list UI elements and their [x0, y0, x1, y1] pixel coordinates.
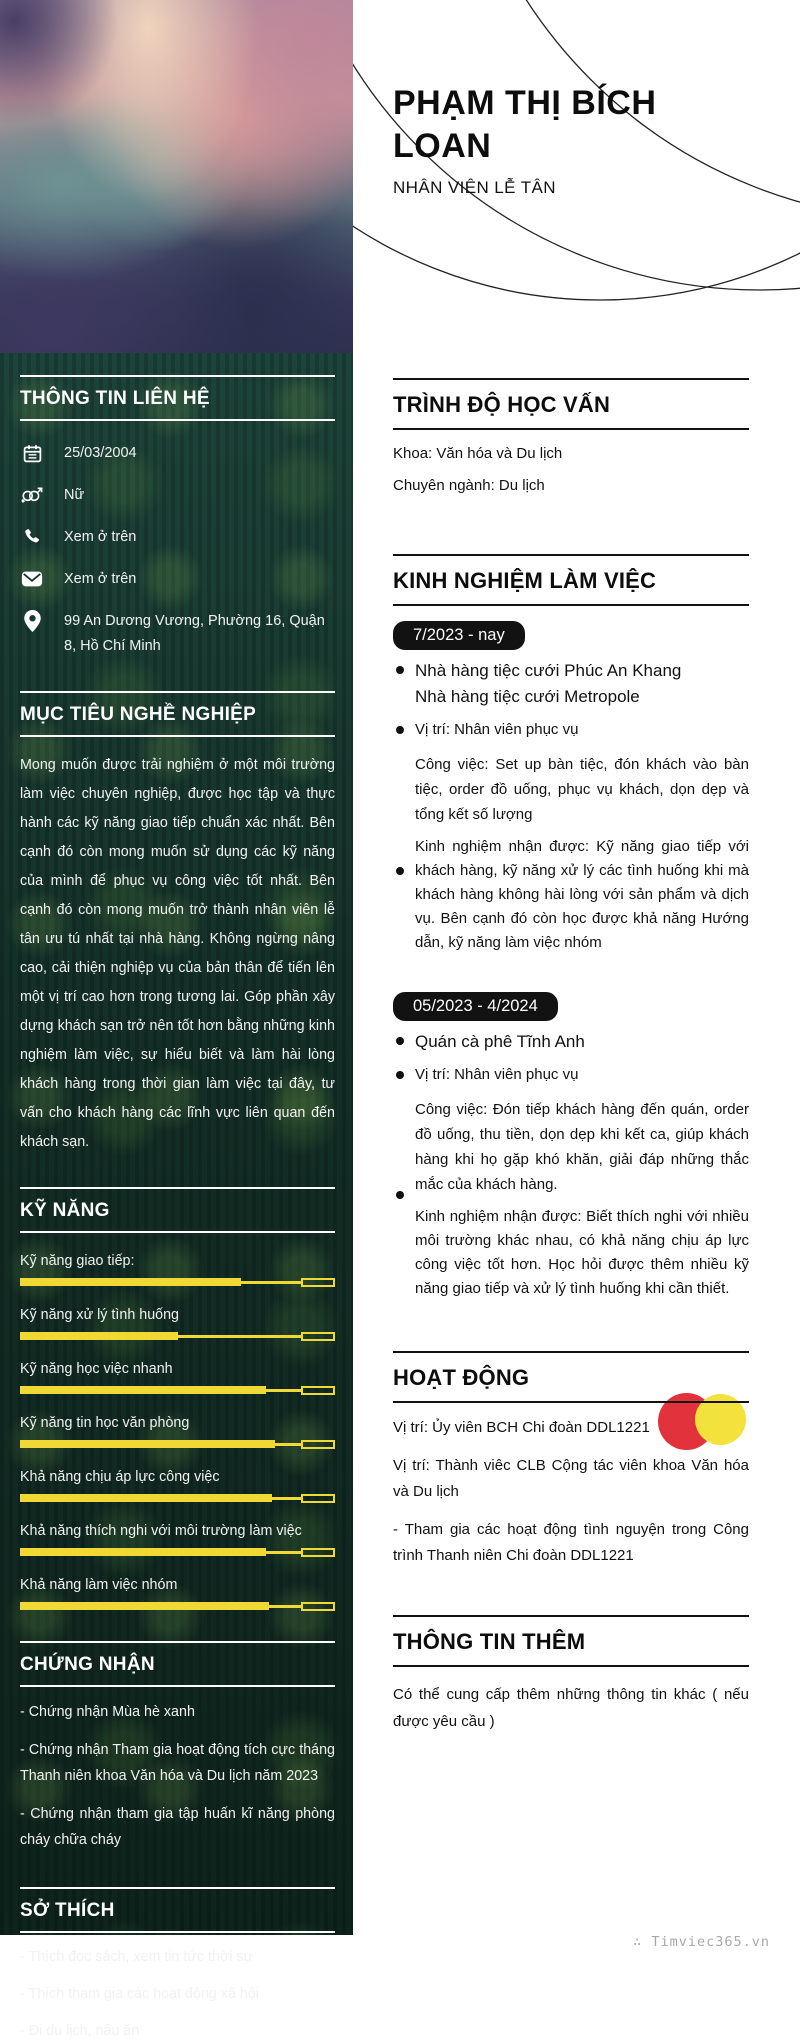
sidebar-background [0, 353, 353, 2039]
skill-label: Khả năng thích nghi với môi trường làm việc [20, 1523, 302, 1539]
education-section [393, 378, 749, 494]
skill-bar [20, 1385, 335, 1395]
sidebar [0, 0, 353, 2039]
bullet-dot [396, 1191, 404, 1199]
contact-item-phone [20, 525, 335, 550]
skill-bar [20, 1439, 335, 1449]
skill-item [20, 1307, 335, 1341]
bullet-dot [396, 666, 404, 674]
contact-heading-text: THÔNG TIN LIÊN HỆ [20, 388, 210, 409]
hobby-item: - Thích đọc sách, xem tin tức thời sự [20, 1949, 254, 1965]
company-name: Nhà hàng tiệc cưới Phúc An Khang [415, 661, 682, 680]
mail-icon [20, 567, 44, 591]
contact-item-birthday [20, 441, 335, 466]
certifications-heading-text: CHỨNG NHẬN [20, 1654, 155, 1675]
hobbies-section [20, 1887, 335, 2044]
activities-heading [393, 1351, 749, 1403]
birthday-value: 25/03/2004 [64, 445, 137, 461]
objective-heading-text: MỤC TIÊU NGHỀ NGHIỆP [20, 704, 257, 725]
skill-label: Kỹ năng học việc nhanh [20, 1361, 173, 1377]
email-value: Xem ở trên [64, 571, 137, 587]
experience-company [393, 1029, 749, 1055]
activity-line: Vị trí: Ủy viên BCH Chi đoàn DDL1221 [393, 1419, 650, 1436]
skill-item [20, 1469, 335, 1503]
skills-heading-text: KỸ NĂNG [20, 1200, 110, 1221]
experience-heading-text: KINH NGHIỆM LÀM VIỆC [393, 568, 657, 593]
skill-label: Kỹ năng giao tiếp: [20, 1253, 135, 1269]
skill-bar [20, 1493, 335, 1503]
calendar-icon [20, 441, 44, 465]
phone-icon [20, 525, 44, 549]
hobby-item: - Thích tham gia các hoạt động xã hội [20, 1986, 259, 2002]
experience-gained: Kinh nghiệm nhận được: Biết thích nghi với nhiều môi trường khác nhau, có khả năng chịu áp lực công việc tốt hơn. Học hỏi được thêm nhiều kỹ năng giao tiếp và xử lý tình huống khi cần thiết. [393, 1205, 749, 1301]
company-name: Quán cà phê Tĩnh Anh [415, 1032, 585, 1051]
certification-item: - Chứng nhận tham gia tập huấn kĩ năng phòng cháy chữa cháy [20, 1806, 335, 1848]
address-value: 99 An Dương Vương, Phường 16, Quận 8, Hồ Chí Minh [64, 613, 325, 654]
activities-section [393, 1351, 749, 1569]
contact-item-email [20, 567, 335, 592]
education-major: Chuyên ngành: Du lịch [393, 477, 545, 494]
objective-section [20, 691, 335, 1157]
location-icon [20, 609, 44, 633]
certifications-heading [20, 1641, 335, 1687]
experience-position: Vị trí: Nhân viên phục vụ [393, 718, 749, 742]
bullet-dot [396, 1071, 404, 1079]
experience-entry [393, 977, 749, 1301]
contact-item-gender [20, 483, 335, 508]
main-column [393, 0, 749, 1735]
bullet-dot [396, 726, 404, 734]
candidate-title: NHÂN VIÊN LỄ TÂN [393, 178, 556, 197]
phone-value: Xem ở trên [64, 529, 137, 545]
bullet-dot [396, 1037, 404, 1045]
company-name: Nhà hàng tiệc cưới Metropole [415, 687, 640, 706]
experience-gained: Kinh nghiệm nhận được: Kỹ năng giao tiếp với khách hàng, kỹ năng xử lý các tình huống khi mà khách hàng không hài lòng với sản phẩm và dịch vụ. Bên cạnh đó còn học được khả năng Hướng dẫn, kỹ năng làm việc nhóm [393, 835, 749, 955]
additional-info-heading-text: THÔNG TIN THÊM [393, 1629, 586, 1654]
hobbies-heading-text: SỞ THÍCH [20, 1900, 115, 1921]
experience-work: Công việc: Đón tiếp khách hàng đến quán, order đồ uống, thu tiền, dọn dẹp khi kết ca, giúp khách hàng khi họ gặp khó khăn, giải đáp những thắc mắc của khách hàng. [415, 1101, 749, 1193]
education-heading-text: TRÌNH ĐỘ HỌC VẤN [393, 392, 611, 417]
experience-entry [393, 606, 749, 955]
contact-heading [20, 375, 335, 421]
skill-bar [20, 1601, 335, 1611]
site-watermark: ∴ Timviec365.vn [633, 1934, 770, 1950]
certification-item: - Chứng nhận Mùa hè xanh [20, 1704, 195, 1720]
period-badge: 7/2023 - nay [393, 621, 525, 650]
skill-item [20, 1523, 335, 1557]
education-heading [393, 378, 749, 430]
experience-section [393, 554, 749, 1301]
skill-label: Kỹ năng xử lý tình huống [20, 1307, 179, 1323]
skill-label: Khả năng chịu áp lực công việc [20, 1469, 220, 1485]
activity-line: Vị trí: Thành viêc CLB Cộng tác viên khoa Văn hóa và Du lịch [393, 1457, 749, 1500]
skill-bar [20, 1547, 335, 1557]
hobbies-heading [20, 1887, 335, 1933]
experience-work: Công việc: Set up bàn tiệc, đón khách vào bàn tiệc, order đồ uống, phục vụ khách, dọn dẹp và tổng kết số lượng [415, 756, 749, 823]
certification-item: - Chứng nhận Tham gia hoạt động tích cực tháng Thanh niên khoa Văn hóa và Du lịch năm 2023 [20, 1742, 335, 1784]
skill-item [20, 1253, 335, 1287]
additional-info-heading [393, 1615, 749, 1667]
contact-item-address [20, 609, 335, 659]
skills-section [20, 1187, 335, 1611]
hobby-item: - Đi du lịch, nấu ăn [20, 2023, 140, 2039]
additional-info-text: Có thể cung cấp thêm những thông tin khác ( nếu được yêu cầu ) [393, 1686, 749, 1730]
contact-section [20, 375, 335, 659]
objective-text: Mong muốn được trải nghiệm ở một môi trường làm việc chuyên nghiệp, được học tập và thực hành các kỹ năng giao tiếp chuẩn xác nhất. Bên cạnh đó còn mong muốn sử dụng các kỹ năng của mình để phục vụ công việc tốt nhất. Bên cạnh đó còn mong muốn trở thành nhân viên lễ tân ưu tú nhất tại nhà hàng. Không ngừng nâng cao, cải thiện nghiệp vụ của bản thân để tiến lên một vị trí cao hơn trong tương lai. Góp phần xây dựng khách sạn trở nên tốt hơn bằng những kinh nghiệm làm việc, sự hiểu biết và làm hài lòng khách hàng trong thời gian làm việc tại đây, tư vấn cho khách hàng các lĩnh vực liên quan đến khách sạn. [20, 757, 335, 1150]
experience-position: Vị trí: Nhân viên phục vụ [393, 1063, 749, 1087]
skill-bar [20, 1331, 335, 1341]
skill-bar [20, 1277, 335, 1287]
gender-value: Nữ [64, 487, 85, 503]
activity-line: - Tham gia các hoạt động tình nguyện trong Công trình Thanh niên Chi đoàn DDL1221 [393, 1521, 749, 1564]
skill-label: Kỹ năng tin học văn phòng [20, 1415, 190, 1431]
activities-heading-text: HOẠT ĐỘNG [393, 1365, 530, 1390]
certifications-section [20, 1641, 335, 1853]
skill-label: Khả năng làm việc nhóm [20, 1577, 178, 1593]
gender-icon [20, 483, 44, 507]
skill-item [20, 1577, 335, 1611]
objective-heading [20, 691, 335, 737]
skills-heading [20, 1187, 335, 1233]
skill-item [20, 1361, 335, 1395]
period-badge: 05/2023 - 4/2024 [393, 992, 558, 1021]
candidate-name: PHẠM THỊ BÍCH LOAN [393, 84, 657, 165]
education-faculty: Khoa: Văn hóa và Du lịch [393, 445, 563, 462]
experience-heading [393, 554, 749, 606]
bullet-dot [396, 867, 404, 875]
experience-companies [393, 658, 749, 710]
skill-item [20, 1415, 335, 1449]
profile-photo [0, 0, 353, 353]
additional-info-section [393, 1615, 749, 1735]
